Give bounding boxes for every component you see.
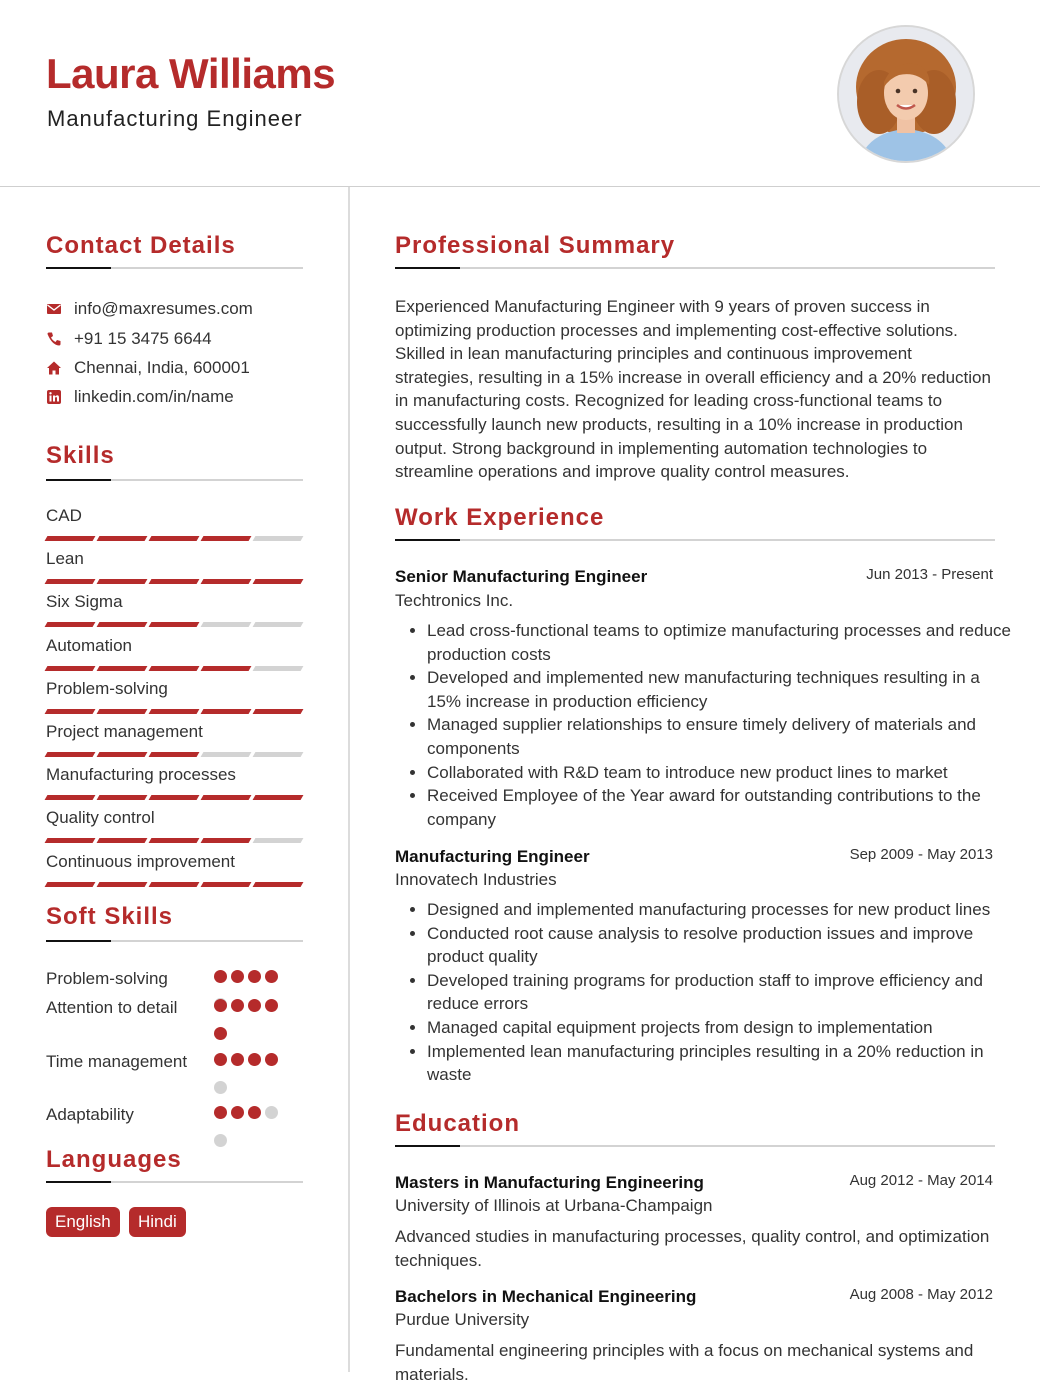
experience-heading: Work Experience [395, 504, 605, 531]
skill-level-segment [97, 882, 148, 887]
job-bullet: • Lead cross-functional teams to optimize manufacturing processes and reduce production costs [427, 619, 1017, 666]
skill-name: CAD [46, 506, 82, 525]
skill-level-bar [46, 838, 302, 843]
edu-date: Aug 2012 - May 2014 [849, 1172, 993, 1189]
job-company: Innovatech Industries [395, 870, 557, 889]
skill-level-segment [253, 882, 304, 887]
soft-skills-heading-rule [46, 940, 303, 942]
skill-level-segment [253, 752, 304, 757]
skill-level-segment [253, 536, 304, 541]
education-heading-rule [395, 1145, 995, 1147]
rating-dot [214, 1053, 227, 1066]
skill-level-segment [149, 622, 200, 627]
skill-level-segment [45, 622, 96, 627]
rating-dot [214, 1134, 227, 1147]
profile-photo-illustration [839, 27, 973, 161]
summary-heading: Professional Summary [395, 232, 676, 259]
skill-level-segment [201, 666, 252, 671]
soft-skill-name: Attention to detail [46, 998, 178, 1017]
skill-level-segment [97, 752, 148, 757]
job-date: Jun 2013 - Present [866, 566, 993, 583]
edu-description: Advanced studies in manufacturing processes, quality control, and optimization techniques. [395, 1227, 990, 1270]
skill-level-segment [253, 579, 304, 584]
soft-skill-name: Adaptability [46, 1105, 134, 1124]
job-bullet: • Collaborated with R&D team to introduce new product lines to market [427, 761, 1017, 785]
skill-level-segment [45, 838, 96, 843]
skill-level-segment [149, 752, 200, 757]
soft-skill-rating [214, 1053, 290, 1109]
skill-level-segment [201, 795, 252, 800]
contact-heading-rule [46, 267, 303, 269]
skill-level-segment [253, 622, 304, 627]
linkedin-icon [46, 389, 62, 405]
job-bullets [405, 619, 1017, 831]
job-title: Senior Manufacturing Engineer [395, 567, 648, 586]
experience-heading-rule [395, 539, 995, 541]
skill-level-segment [201, 622, 252, 627]
skill-level-segment [45, 666, 96, 671]
job-bullet: • Managed supplier relationships to ensure timely delivery of materials and components [427, 713, 1017, 760]
job-company: Techtronics Inc. [395, 591, 514, 610]
skill-level-segment [201, 709, 252, 714]
skill-item [46, 549, 302, 584]
job-bullet: • Implemented lean manufacturing principles resulting in a 20% reduction in waste [427, 1040, 1017, 1087]
rating-dot [231, 1053, 244, 1066]
skill-level-segment [149, 666, 200, 671]
job-bullet: • Designed and implemented manufacturing processes for new product lines [427, 898, 1017, 922]
contact-linkedin[interactable] [46, 386, 234, 408]
rating-dot [248, 1053, 261, 1066]
languages-heading: Languages [46, 1146, 182, 1173]
job-bullet: • Managed capital equipment projects from design to implementation [427, 1016, 1017, 1040]
email-icon [46, 301, 62, 317]
skill-level-segment [97, 838, 148, 843]
skill-name: Project management [46, 722, 203, 741]
languages-heading-rule [46, 1181, 303, 1183]
skill-name: Quality control [46, 808, 155, 828]
skill-item [46, 636, 302, 671]
skill-level-bar [46, 795, 302, 800]
rating-dot [214, 999, 227, 1012]
rating-dot [265, 970, 278, 983]
summary-text: Experienced Manufacturing Engineer with 9 years of proven success in optimizing production processes and implementing cost-effective solutions. Skilled in lean manufacturing principles and continuous improvement strategies, resulting in a 15% increase in overall efficiency and a 20% reduction in manufacturing costs. Recognized for leading cross-functional teams to successfully launch new products, resulting in a 10% increase in production output. Strong background in implementing automation technologies to streamline operations and improve quality control measures. [395, 297, 991, 482]
soft-skill-rating [214, 1106, 290, 1162]
contact-email-text: info@maxresumes.com [74, 299, 253, 318]
skill-level-segment [45, 752, 96, 757]
rating-dot [214, 1106, 227, 1119]
contact-phone-text: +91 15 3475 6644 [74, 329, 212, 348]
soft-skill-name: Time management [46, 1052, 188, 1071]
skills-heading-rule [46, 479, 303, 481]
language-badge: English [46, 1207, 120, 1237]
skill-item [46, 852, 302, 887]
skill-level-segment [201, 536, 252, 541]
skill-level-segment [253, 709, 304, 714]
rating-dot [231, 970, 244, 983]
rating-dot [248, 1106, 261, 1119]
skill-level-segment [201, 579, 252, 584]
skill-name: Automation [46, 635, 132, 655]
rating-dot [214, 970, 227, 983]
skill-level-segment [201, 882, 252, 887]
skill-level-segment [45, 709, 96, 714]
rating-dot [265, 999, 278, 1012]
skill-name: Lean [46, 549, 84, 569]
column-divider [348, 187, 350, 1372]
rating-dot [248, 999, 261, 1012]
contact-email[interactable] [46, 298, 253, 320]
skill-item [46, 506, 302, 541]
job-bullet: • Conducted root cause analysis to resolve production issues and improve product quality [427, 922, 1017, 969]
rating-dot [248, 970, 261, 983]
skill-level-segment [45, 536, 96, 541]
job-bullet: • Received Employee of the Year award for outstanding contributions to the company [427, 784, 1017, 831]
skill-level-segment [97, 709, 148, 714]
skill-item [46, 808, 302, 843]
skill-name: Problem-solving [46, 678, 168, 698]
rating-dot [265, 1106, 278, 1119]
edu-school: University of Illinois at Urbana-Champaign [395, 1196, 713, 1215]
contact-linkedin-text: linkedin.com/in/name [74, 387, 234, 406]
skill-item [46, 592, 302, 627]
skill-level-segment [253, 666, 304, 671]
rating-dot [265, 1053, 278, 1066]
phone-icon [46, 331, 62, 347]
job-bullets [405, 898, 1017, 1087]
skill-level-segment [45, 579, 96, 584]
skill-level-bar [46, 709, 302, 714]
home-icon [46, 360, 62, 376]
soft-skills-heading: Soft Skills [46, 903, 174, 930]
skill-item [46, 765, 302, 800]
skill-item [46, 722, 302, 757]
candidate-name: Laura Williams [46, 50, 336, 97]
skill-level-segment [97, 795, 148, 800]
education-heading: Education [395, 1110, 521, 1137]
skill-level-bar [46, 536, 302, 541]
skill-level-segment [149, 709, 200, 714]
soft-skill-name: Problem-solving [46, 969, 168, 988]
edu-school: Purdue University [395, 1310, 530, 1329]
rating-dot [231, 1106, 244, 1119]
job-date: Sep 2009 - May 2013 [849, 846, 993, 863]
contact-address [46, 357, 250, 379]
candidate-title: Manufacturing Engineer [47, 106, 303, 131]
rating-dot [214, 1081, 227, 1094]
skill-name: Manufacturing processes [46, 765, 236, 785]
profile-photo [837, 25, 975, 163]
skill-level-segment [149, 838, 200, 843]
skill-level-bar [46, 579, 302, 584]
contact-heading: Contact Details [46, 232, 236, 259]
skill-level-bar [46, 882, 302, 887]
job-title: Manufacturing Engineer [395, 847, 590, 866]
skill-item [46, 679, 302, 714]
skill-level-segment [97, 536, 148, 541]
skill-level-segment [149, 536, 200, 541]
skill-level-segment [149, 795, 200, 800]
summary-heading-rule [395, 267, 995, 269]
job-bullet: • Developed training programs for production staff to improve efficiency and reduce errors [427, 969, 1017, 1016]
skill-level-segment [149, 579, 200, 584]
edu-date: Aug 2008 - May 2012 [849, 1286, 993, 1303]
skill-level-bar [46, 622, 302, 627]
skill-level-segment [97, 666, 148, 671]
skill-level-segment [97, 579, 148, 584]
resume-header [0, 0, 1040, 187]
skill-name: Continuous improvement [46, 851, 235, 871]
skills-heading: Skills [46, 442, 115, 469]
skill-level-segment [45, 795, 96, 800]
edu-degree: Bachelors in Mechanical Engineering [395, 1287, 697, 1306]
skill-level-bar [46, 752, 302, 757]
job-bullet: • Developed and implemented new manufacturing techniques resulting in a 15% increase in production efficiency [427, 666, 1017, 713]
skill-level-segment [253, 838, 304, 843]
edu-degree: Masters in Manufacturing Engineering [395, 1173, 704, 1192]
skill-level-segment [45, 882, 96, 887]
rating-dot [214, 1027, 227, 1040]
rating-dot [231, 999, 244, 1012]
skill-level-segment [201, 752, 252, 757]
contact-address-text: Chennai, India, 600001 [74, 358, 250, 377]
contact-phone[interactable] [46, 328, 212, 350]
edu-description: Fundamental engineering principles with a focus on mechanical systems and materials. [395, 1341, 974, 1384]
skill-level-bar [46, 666, 302, 671]
skill-level-segment [97, 622, 148, 627]
language-badge: Hindi [129, 1207, 186, 1237]
skill-name: Six Sigma [46, 592, 123, 612]
soft-skill-rating [214, 999, 290, 1055]
skill-level-segment [253, 795, 304, 800]
skill-level-segment [201, 838, 252, 843]
skill-level-segment [149, 882, 200, 887]
